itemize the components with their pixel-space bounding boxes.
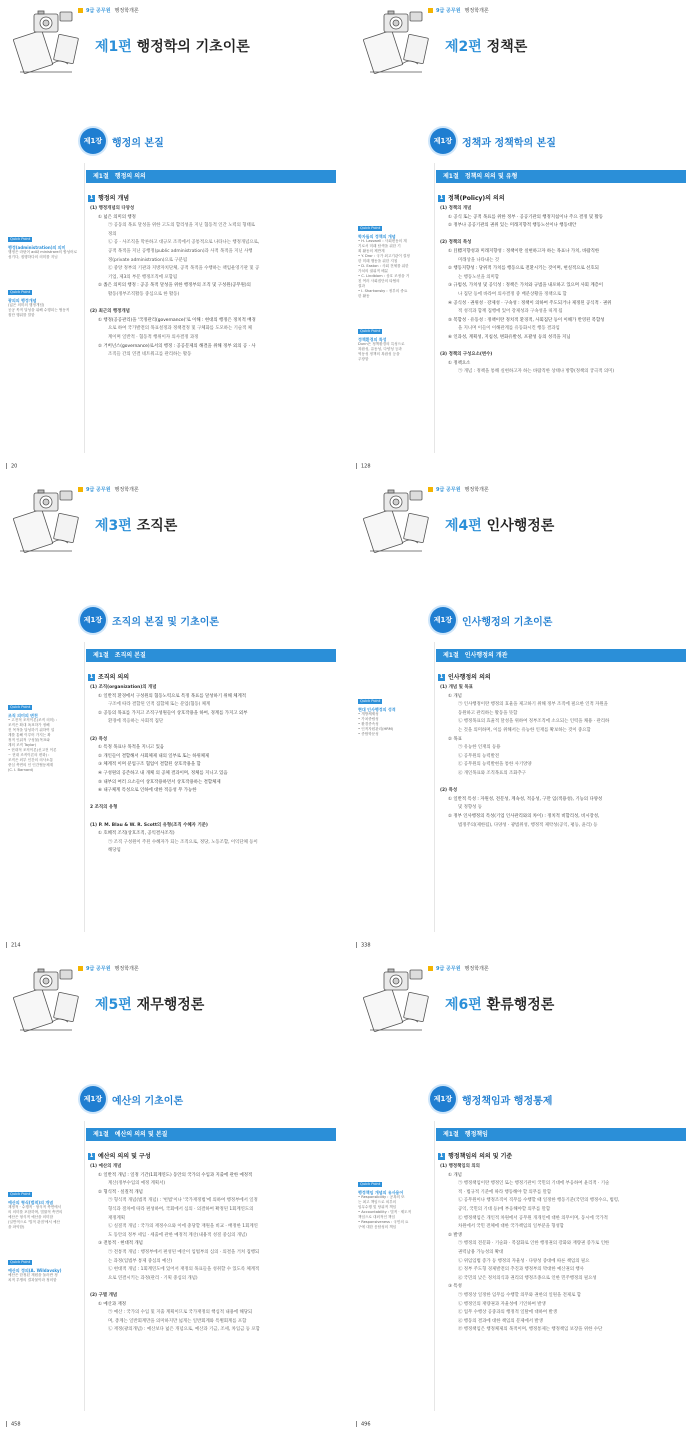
quick-point: [358, 687, 432, 737]
quick-point-sidebar: [8, 1180, 82, 1301]
quick-point-label: Quick Point: [360, 329, 381, 333]
series-eyebrow: [428, 486, 489, 493]
text-line: 며, 총계는 일반회계만을 의미하지만 넓게는 일반회계와 특별회계를 포함: [108, 1318, 247, 1324]
text-line: ③ 체계적 이며 분업구조 협업이 결합된 상호작용을 함: [98, 762, 201, 768]
quick-point-title: 조직 의미의 변천: [8, 713, 38, 718]
text-line: ㉡ 재정(광의개념) : 예산보다 넓은 개념으로, 예산과 기금, 조세, 차입금 등 포함: [108, 1327, 260, 1333]
heading-number: 1: [89, 1153, 94, 1159]
text-line: ② 형식적 · 실질적 개념: [98, 1189, 143, 1195]
quick-point: [8, 1248, 82, 1283]
margin-divider: [84, 163, 85, 453]
text-line: ㉡ 행정인의 재량권과 자율성에 기인하여 발생: [458, 1301, 546, 1307]
section-title: 행정의 의의: [114, 173, 146, 180]
text-line: 는 것을 의미하며, 이를 위해서는 유능한 인재를 확보하는 것이 중요함: [458, 727, 591, 733]
text-line: (1) 정책의 개념: [440, 206, 472, 211]
section-number: 제1절: [443, 1131, 459, 1138]
section-number: 제1절: [93, 173, 109, 180]
part-name: 재무행정론: [136, 997, 205, 1013]
text-line: 는 과정(입법부 통제 중심의 예산): [108, 1258, 173, 1264]
page-number: [356, 942, 371, 949]
page-number: [356, 463, 371, 470]
series-eyebrow: [428, 965, 489, 972]
text-line: ㉠ 행정책임이란 행정인 또는 행정기관이 국민의 기대에 부응하여 윤리적 · 기술: [458, 1181, 610, 1187]
eyebrow-marker: [78, 966, 83, 971]
chapter-header: [80, 607, 219, 633]
heading: [88, 193, 129, 202]
text-line: 으로 하여 국가발전의 목표설정과 정책결정 및 구체화를 도모하는 기술적 체: [108, 326, 253, 332]
subject-name: 행정학개론: [114, 8, 139, 14]
text-line: ① 호혜적 조직(상호조직, 공익결사조직): [98, 831, 175, 837]
text-line: [90, 796, 336, 805]
text-line: ㉢ 공무원의 능력발현을 통한 사기앙양: [458, 762, 532, 768]
text-line: ③ 규범성, 가치성 및 공익성 : 정책은 가치와 규범을 내포하고 있으며 사회 계층이: [448, 283, 604, 289]
series-eyebrow: [78, 7, 139, 14]
subject-name: 행정학개론: [464, 8, 489, 14]
text-line: 정(private administration)으로 구분됨: [108, 257, 188, 263]
camera-desk-illustration: [362, 485, 432, 557]
chapter-title: 조직의 본질 및 기초이론: [112, 616, 220, 628]
text-line: ⑥ 내구체계 특성으로 인하에 대한 적응성 무 가능한: [98, 788, 197, 794]
quick-point-title: 현대 인사행정의 성격: [358, 707, 396, 712]
page-number: [6, 942, 21, 949]
text-line: ② 좁은 의미의 행정 : 공공 목적 달성을 위한 행정부의 조직 및 구성원(공무원)의: [98, 283, 251, 289]
text-line: [440, 343, 686, 352]
text-line: ③ 특성: [448, 1284, 462, 1290]
text-line: (2) 정책의 특성: [440, 240, 472, 246]
text-line: 2 조직의 유형: [90, 805, 118, 811]
eyebrow-marker: [428, 8, 433, 13]
heading-text: 조직의 의의: [98, 674, 130, 681]
text-line: ① 目標지향성과 미래지향성 : 정책이란 실현하고자 하는 목표나 가치, 바람직한: [448, 248, 600, 254]
part-title: [445, 994, 554, 1014]
text-line: ㉣ 개인목표와 조직목표의 조화추구: [458, 770, 526, 776]
text-line: 동원하고 관리하는 활동을 뜻함: [458, 710, 518, 716]
chapter-badge: 제1장: [430, 128, 456, 154]
text-line: ② 목표: [448, 736, 462, 742]
heading-number: 1: [439, 195, 444, 201]
quick-point-body: • 고전적 조직이론(조직 의미) : 조직은 확대 폭표하가 정해 진 목적을 달성하기 위하여 설 계를 통해 이루어 가지는 확 정적 인위적 구성물(목표와 계의 조직 Taylor) • 현대적 조직이론(신고전 이론 ~ 현대 조직이론의 변화) : 조직은 외부 인간의 의사소통 중심 측면의 인 인간협동체계 (C. I. Barnard): [8, 718, 57, 772]
text-line: ㉠ 조직 구성원이 주된 수혜자가 되는 조직으로, 정당, 노동조합, 이익단체 등이: [108, 839, 258, 845]
quick-point-sidebar: [8, 693, 82, 791]
chapter-header: [80, 1086, 183, 1112]
margin-divider: [84, 1121, 85, 1411]
part-title: [445, 36, 527, 56]
chapter-header: [430, 1086, 552, 1112]
quick-point-label: Quick Point: [10, 1260, 31, 1264]
page-number-tick: [6, 1421, 7, 1427]
text-line: [90, 813, 336, 822]
text-line: ① 정책요소: [448, 360, 471, 366]
body-text: [440, 684, 686, 830]
text-line: ① 예산과 재정: [98, 1301, 126, 1307]
page-number-tick: [356, 942, 357, 948]
text-line: 을 지니며 이들이 이해관계를 유동화시킨 행동 결과임: [458, 326, 560, 332]
text-line: 조직들 간의 연결 네트워크를 관리하는 활동: [108, 352, 192, 358]
quick-point-title: 광의의 행정개념: [8, 298, 37, 303]
book-page: [0, 0, 350, 479]
section-banner: [436, 1128, 686, 1141]
chapter-badge: 제1장: [430, 1086, 456, 1112]
section-banner: [436, 170, 686, 183]
text-line: 공익, 국민의 기대 등)에 부응해야할 의무를 말함: [458, 1206, 551, 1212]
page-number-value: 458: [11, 1421, 21, 1427]
chapter-header: [430, 128, 556, 154]
text-line: ㉢ 업무 수행상 공중과의 행정적 일탈에 대하여 발생: [458, 1310, 557, 1316]
series-brand: 9급 공무원: [86, 487, 111, 493]
quick-point-title: 예산의 정의(A. Wildavsky): [8, 1268, 62, 1273]
text-line: [90, 1283, 336, 1292]
text-line: ① 일반적 특성 : 자원성, 전문성, 계속성, 적응성, 구만 임(적용성), 기능의 다양성: [448, 796, 603, 802]
text-line: ① 특정 목표나 목적을 지니고 있음: [98, 745, 165, 751]
series-brand: 9급 공무원: [86, 966, 111, 972]
text-line: 재정계획: [108, 1215, 125, 1221]
quick-point-title: 행정책임 개념의 유사용어: [358, 1190, 404, 1195]
margin-divider: [84, 642, 85, 932]
text-line: 나 집단 등에 바라여 의사결정 중 배분상황을 정책으로 함: [458, 291, 567, 297]
text-line: 으로 연결시키는 과정(관리 · 기획 중심의 개념): [108, 1275, 198, 1281]
heading-number: 1: [439, 1153, 444, 1159]
text-line: ㉠ 예산 : 국가의 수입 및 지출 계획이므로 국가재정의 핵심적 내용에 해당되: [108, 1310, 253, 1316]
camera-desk-illustration: [362, 6, 432, 78]
text-line: (3) 정책의 구성요소(변수): [440, 352, 493, 358]
text-line: (1) 행정책임의 의의: [440, 1164, 480, 1169]
text-line: ② 개인들이 결합해서 사회체제 내의 일부로 또는 하위체제: [98, 753, 210, 759]
book-page: [350, 0, 700, 479]
body-text: [90, 684, 336, 856]
page-number: [6, 463, 17, 470]
section-title: 예산의 의의 및 본질: [114, 1131, 168, 1138]
page-number-value: 338: [361, 942, 371, 948]
text-line: ㉡ 공무원이나 행정조직이 직무를 수행할 때 일정한 행동기준(국민의 행정수요, 법령,: [458, 1198, 620, 1204]
text-line: 계산(정부수입의 예정 계획서): [108, 1181, 166, 1187]
quick-point-title: 정책환경의 특성: [358, 337, 387, 342]
text-line: ㉡ 위임입법 증가 등 행정의 자율성 · 다양성 증대에 따른 책임의 필요: [458, 1258, 590, 1264]
section-title: 조직의 본질: [114, 652, 146, 659]
text-line: 적 · 법규적 기준에 따라 행동해야 할 의무를 말함: [458, 1189, 552, 1195]
section-number: 제1절: [443, 173, 459, 180]
camera-desk-illustration: [12, 964, 82, 1036]
text-line: ㉠ 인사행정이란 행정의 효율을 제고하기 위해 정부 조직에 필요한 인적 자원을: [458, 702, 608, 708]
part-number: 제4편: [445, 518, 482, 534]
heading-text: 인사행정의 의의: [448, 674, 491, 681]
section-banner: [436, 649, 686, 662]
section-number: 제1절: [93, 1131, 109, 1138]
text-line: 공적 목적을 지닌 공행정(public administration)과 사적 목적을 지닌 사행: [108, 248, 253, 254]
series-brand: 9급 공무원: [436, 487, 461, 493]
body-text: [90, 205, 336, 360]
chapter-header: [80, 128, 164, 154]
page-number-tick: [356, 463, 357, 469]
page-spread: [0, 479, 700, 958]
camera-desk-illustration: [362, 964, 432, 1036]
part-name: 정책론: [486, 39, 528, 55]
page-number-tick: [6, 463, 7, 469]
part-title: [95, 515, 177, 535]
text-line: ④ 공식성 · 권위성 · 강제성 · 구속성 : 정책이 의하여 주도되거나 제정된 공식적 · 권위: [448, 300, 612, 306]
section-banner: [86, 1128, 336, 1141]
page-number: [356, 1421, 371, 1428]
quick-point-label: Quick Point: [10, 237, 31, 241]
quick-point-sidebar: [358, 214, 432, 380]
eyebrow-marker: [428, 966, 433, 971]
text-line: ㉡ 실질적 개념 : 국가의 재정수요와 이에 충당할 재원을 비교 · 배정한 1회계연: [108, 1224, 258, 1230]
chapter-badge: 제1장: [80, 1086, 106, 1112]
quick-point-sidebar: [358, 1170, 432, 1248]
text-line: ㉤ 행정책임은 행정체제의 목적이며, 행정통제는 행정책임 보장을 위한 수단: [458, 1327, 603, 1333]
text-line: 정의: [108, 231, 117, 237]
text-line: ㉠ 형식적 개념(법적 개념) : '헌법'이나 '국가재정법'에 의하여 행정부에서 일정: [108, 1198, 258, 1204]
text-line: (2) 최근의 행정개념: [90, 309, 130, 315]
text-line: ㉢ 중앙 정부의 기관과 지방자치단체, 공적 목적을 수행하는 책임운영기관 및 공: [108, 266, 260, 272]
series-brand: 9급 공무원: [436, 8, 461, 14]
text-line: ㉢ 정부 주도형 경제발전의 추진과 행정부의 막대한 예산권의 행사: [458, 1267, 584, 1273]
section-title: 인사행정의 개관: [464, 652, 508, 659]
chapter-header: [430, 607, 552, 633]
section-number: 제1절: [443, 652, 459, 659]
series-brand: 9급 공무원: [86, 8, 111, 14]
text-line: ㉢ 행정책임은 개인적 차원에서 공무원 개개인에 대한 의무이며, 동시에 국가적: [458, 1215, 608, 1221]
text-line: 해당됨: [108, 848, 121, 854]
text-line: ㉠ 행정상 일정한 임무를 수행할 의무와 권한의 일원을 전제로 함: [458, 1292, 581, 1298]
part-title: [95, 994, 204, 1014]
section-banner: [86, 649, 336, 662]
series-eyebrow: [428, 7, 489, 14]
part-name: 인사행정론: [486, 518, 555, 534]
text-line: ① 개념: [448, 1172, 462, 1178]
heading: [88, 672, 129, 681]
section-title: 행정책임: [464, 1131, 488, 1138]
body-text: [90, 1163, 336, 1335]
chapter-title: 정책과 정책학의 본질: [462, 137, 556, 149]
section-number: 제1절: [93, 652, 109, 659]
text-line: ㉠ 행정의 전문화 · 기술화 · 복잡화로 인한 행정권의 강화와 재량권 증가로 인한: [458, 1241, 610, 1247]
part-title: [95, 36, 250, 56]
eyebrow-marker: [78, 8, 83, 13]
quick-point-body: 예산은 한정된 재원을 둘러싼 정 치적 투쟁의 결과물이라 정의함: [8, 1273, 58, 1282]
text-line: 및 정향성 등: [458, 805, 482, 811]
text-line: ㉣ 행동의 결과에 대한 책임의 문제에서 발생: [458, 1318, 543, 1324]
page-spread: [0, 958, 700, 1437]
series-eyebrow: [78, 486, 139, 493]
section-banner: [86, 170, 336, 183]
text-line: ㉠ 전통적 개념 : 행정부에서 편성된 예산이 입법부의 심의 · 의결을 거쳐 집행되: [108, 1249, 260, 1255]
quick-point-body: • H. Lasswell : 사회변동의 계 기로서 미래 탐색을 위한 기 획 활동의 제반계 • Y. Dror : 국가 최고기관이 결정 한 미래 행동을 위한 지침 • D. Easton : 사회 전체를 위한 가치의 권위적 배분 • C. Lindblom : 상호 조정을 거 친 여러 사회집단의 타협의 결과 • I. Sharkansky : 정부의 중요 한 활동: [358, 239, 410, 298]
text-line: (1) 행정개념의 다양성: [90, 206, 135, 211]
heading-text: 정책(Policy)의 의의: [448, 195, 505, 202]
quick-point-label: Quick Point: [10, 290, 31, 294]
text-line: ④ 구성원의 공존하고 내 개체 의 공체 결과이며, 정체를 지니고 있음: [98, 770, 228, 776]
text-line: [440, 779, 686, 788]
page-number-value: 214: [11, 942, 21, 948]
chapter-title: 예산의 기초이론: [112, 1095, 184, 1107]
part-number: 제2편: [445, 39, 482, 55]
text-line: ② 발생: [448, 1232, 462, 1238]
text-line: ⑤ 내부의 여러 요소들이 상호작용하면서 상호작용하는 결합체제: [98, 779, 221, 785]
text-line: ① 넓은 의미의 행정: [98, 214, 136, 220]
text-line: ⑥ 인과성, 계획성, 지침성, 변화유발성, 포괄성 등의 성격을 지님: [448, 334, 571, 340]
text-line: 환경에 적응하는 사회적 집단: [108, 719, 164, 725]
text-line: [440, 231, 686, 240]
text-line: 법정주의(제한됨), 다양성 · 광범위성, 행정적 제약성(공익, 평등, 윤리) 등: [458, 822, 598, 828]
quick-point: [358, 317, 432, 362]
text-line: ㉡ 행정목표의 효율적 달성을 위하여 정부조직에 소요되는 인력을 채용 · 관리하: [458, 719, 610, 725]
section-title: 정책의 의의 및 유형: [464, 173, 518, 180]
text-line: ① 일반적 환경에서 구성원의 협동노력으로 특정 목표를 달성하기 위해 체계적: [98, 693, 246, 699]
chapter-title: 인사행정의 기초이론: [462, 616, 553, 628]
chapter-title: 행정의 본질: [112, 137, 164, 149]
quick-point-label: Quick Point: [10, 705, 31, 709]
quick-point-body: 행정은 라틴어 ad와 ministrare의 합성어로 섬기다, 집행하다의 의미를 지님: [8, 250, 78, 259]
heading-text: 행정의 개념: [98, 195, 130, 202]
text-line: ㉡ 공무원의 능력발전: [458, 753, 500, 759]
subject-name: 행정학개론: [464, 487, 489, 493]
text-line: 계이며 일반적 · 협동적 행위이자 의사결정 과정: [108, 334, 199, 340]
book-page: [0, 479, 350, 958]
quick-point-label: Quick Point: [360, 226, 381, 230]
quick-point-title: 예산의 형식(법적)의 개념: [8, 1200, 54, 1205]
heading: [88, 1151, 151, 1160]
quick-point-body: • 개방체제성 • 가치중립성 • 환경종속성 • 인적자원관리(HRM) • 종합학문성: [358, 712, 394, 736]
quick-point-sidebar: [358, 687, 432, 755]
text-line: 는 행동노선을 의미함: [458, 274, 499, 280]
text-line: ㉠ 개념 : 정책을 통해 실현하고자 하는 바람직한 상태나 방향(정책의 궁극적 의미): [458, 369, 615, 375]
text-line: (2) 특성: [90, 736, 108, 742]
book-page: [350, 958, 700, 1437]
page-number-tick: [356, 1421, 357, 1427]
page-number-value: 128: [361, 463, 371, 469]
page-number-tick: [6, 942, 7, 948]
page-number-value: 20: [11, 463, 18, 469]
margin-divider: [434, 163, 435, 453]
chapter-badge: 제1장: [80, 128, 106, 154]
text-line: ⑤ 복합성 · 유동성 : 정책이란 정치적 환경적, 사회집단 등이 이해가 반영된 복합성: [448, 317, 605, 323]
margin-divider: [434, 642, 435, 932]
text-line: (1) 조직(organization)의 개념: [90, 685, 157, 690]
quick-point: [8, 693, 82, 773]
part-number: 제6편: [445, 997, 482, 1013]
part-name: 행정학의 기초이론: [136, 39, 250, 55]
quick-point-label: Quick Point: [10, 1192, 31, 1196]
quick-point-title: 학자들의 정책의 개념: [358, 234, 396, 239]
quick-point: [8, 278, 82, 318]
text-line: (2) 구별 개념: [90, 1292, 118, 1298]
subject-name: 행정학개론: [114, 966, 139, 972]
text-line: ㉡ 공 · 사조직을 막론하고 대규모 조직에서 공통적으로 나타나는 행정개념으로,: [108, 240, 260, 246]
margin-divider: [434, 1121, 435, 1411]
text-line: [90, 300, 336, 309]
quick-point-body: • Responsibility : 공복의 또 는 최고 책임으로 외부의 임무수행 및 당위적 책임 • Accountability : 법적 · 제도적 책임으로 대외적인 책임 • Responsiveness : 국민의 요 구에 대한 응답성의 책임: [358, 1195, 412, 1229]
part-number: 제5편: [95, 997, 132, 1013]
heading-number: 1: [89, 195, 94, 201]
page-number: [6, 1421, 21, 1428]
quick-point: [8, 225, 82, 260]
text-line: ② 정부 인사행정의 특성(기업 인사관리와의 차이) : 정치적 비합리성, 비시장성,: [448, 813, 600, 819]
book-page: [350, 479, 700, 958]
text-line: ② 거버넌스(governance)로서의 행정 : 공공문제의 해결을 위해 정부 외의 공 · 사: [98, 343, 256, 349]
text-line: ① 행정(공공관리)을 '국정관리(governance)'로 이해 : 현대의 행정은 정치적 배경: [98, 317, 256, 323]
heading-number: 1: [89, 674, 94, 680]
text-line: 차원에서 국민 전체에 대한 국가책임의 일부분을 형성함: [458, 1224, 564, 1230]
text-line: ㉠ 공동의 목표 달성을 위한 고도의 합리성을 지닌 협동적 인간 노력의 형태로: [108, 223, 255, 229]
text-line: 권력남용 가능성의 확대: [458, 1249, 504, 1255]
heading: [438, 672, 491, 681]
heading: [438, 1151, 512, 1160]
page-spread: [0, 0, 700, 479]
text-line: (2) 특성: [440, 788, 458, 794]
camera-desk-illustration: [12, 485, 82, 557]
series-eyebrow: [78, 965, 139, 972]
eyebrow-marker: [428, 487, 433, 492]
text-line: [90, 727, 336, 736]
quick-point-label: Quick Point: [360, 1182, 381, 1186]
text-line: 구조에 따라 결합된 인적 집합체 또는 분업(협동) 체계: [108, 702, 211, 708]
text-line: (1) P. M. Blau & W. R. Scott의 유형(조직 수혜자 기준): [90, 822, 208, 828]
text-line: ㉣ 국민의 낮은 정치의식과 권리의 행정조종으로 인한 민주행정의 필요성: [458, 1275, 597, 1281]
subject-name: 행정학개론: [464, 966, 489, 972]
quick-point: [8, 1180, 82, 1230]
text-line: ① 개념: [448, 693, 462, 699]
text-line: ② 정부나 공공기관의 권위 있는 미래지향적 행동노선이나 행동대안: [448, 223, 577, 229]
quick-point-label: Quick Point: [360, 699, 381, 703]
quick-point-body: Dunn은 정책환경의 특성으로 복잡성, 유동성, 다양성 등과 역동성 정책의 복잡성 등을 주장함: [358, 342, 405, 361]
chapter-badge: 제1장: [430, 607, 456, 633]
camera-desk-illustration: [12, 6, 82, 78]
body-text: [440, 1163, 686, 1335]
heading: [438, 193, 505, 202]
quick-point-sidebar: [8, 225, 82, 336]
text-line: ① 일반적 개념 : 일정 기간(1회계연도) 동안의 국가의 수입과 지출에 관한 예정적: [98, 1172, 253, 1178]
heading-text: 예산의 의의 및 구성: [98, 1153, 151, 1160]
text-line: (1) 예산의 개념: [90, 1164, 122, 1169]
chapter-title: 행정책임과 행정통제: [462, 1095, 553, 1107]
eyebrow-marker: [78, 487, 83, 492]
heading-number: 1: [439, 674, 444, 680]
part-number: 제3편: [95, 518, 132, 534]
quick-point: [358, 214, 432, 299]
series-brand: 9급 공무원: [436, 966, 461, 972]
chapter-badge: 제1장: [80, 607, 106, 633]
body-text: [440, 205, 686, 377]
part-name: 환류행정론: [486, 997, 555, 1013]
text-line: 도 동안의 정부 세입 · 세출에 관한 예정적 계산(내용적 성질 중심의 개념): [108, 1232, 247, 1238]
text-line: 활동(정부조직활동 중심으로 한 활동): [108, 291, 180, 297]
text-line: 미래상을 나타내는 것: [458, 257, 499, 263]
part-number: 제1편: [95, 39, 132, 55]
subject-name: 행정학개론: [114, 487, 139, 493]
quick-point-title: 행정(administration)의 의미: [8, 245, 66, 250]
quick-point-body: (넓은 의미의 행정개념) 공공 목적 달성을 위해 수행되는 협동적 집단 행위를 말함: [8, 303, 70, 317]
text-line: ③ 전통적 · 현대적 개념: [98, 1241, 143, 1247]
text-line: ② 행동지향성 : 당위적 가치를 행동으로 전환시키는 것이며, 현실적으로 선호되: [448, 266, 599, 272]
text-line: ① 공식 또는 공적 목표를 위한 정부 · 공공기관의 행정지침이나 주요 결정 및 활동: [448, 214, 603, 220]
text-line: 기업, 제3의 부문 행정조직에 포함됨: [108, 274, 178, 280]
quick-point: [358, 1170, 432, 1230]
text-line: (1) 개념 및 목표: [440, 685, 473, 690]
book-page: [0, 958, 350, 1437]
quick-point-body: 재정적 · 수행적 · 형식적 측면에서 의 의미를 포함하며, 법률적 측면의 예산은 형식적 예산을 의미함 (일반적으로 '법적 관점'에서 예산 을 파악함): [8, 1205, 63, 1229]
part-title: [445, 515, 554, 535]
part-name: 조직론: [136, 518, 178, 534]
text-line: 형식과 절차에 따라 편성하여, 국회에서 심의 · 의결하여 확정된 1회계연도의: [108, 1206, 254, 1212]
text-line: ㉠ 유능한 인재의 등용: [458, 745, 501, 751]
page-number-value: 496: [361, 1421, 371, 1427]
text-line: ② 공동의 목표를 가지고 조직구성원들이 상호작용을 하여, 경계를 가지고 외부: [98, 710, 248, 716]
heading-text: 행정책임의 의의 및 기준: [448, 1153, 513, 1160]
text-line: ㉡ 현대적 개념 : 1회계연도에 있어서 재정의 목표들을 성취할 수 있도록 체계적: [108, 1267, 260, 1273]
text-line: 적 성격과 함께 집행에 있어 강제성과 구속성을 띠게 됨: [458, 309, 563, 315]
